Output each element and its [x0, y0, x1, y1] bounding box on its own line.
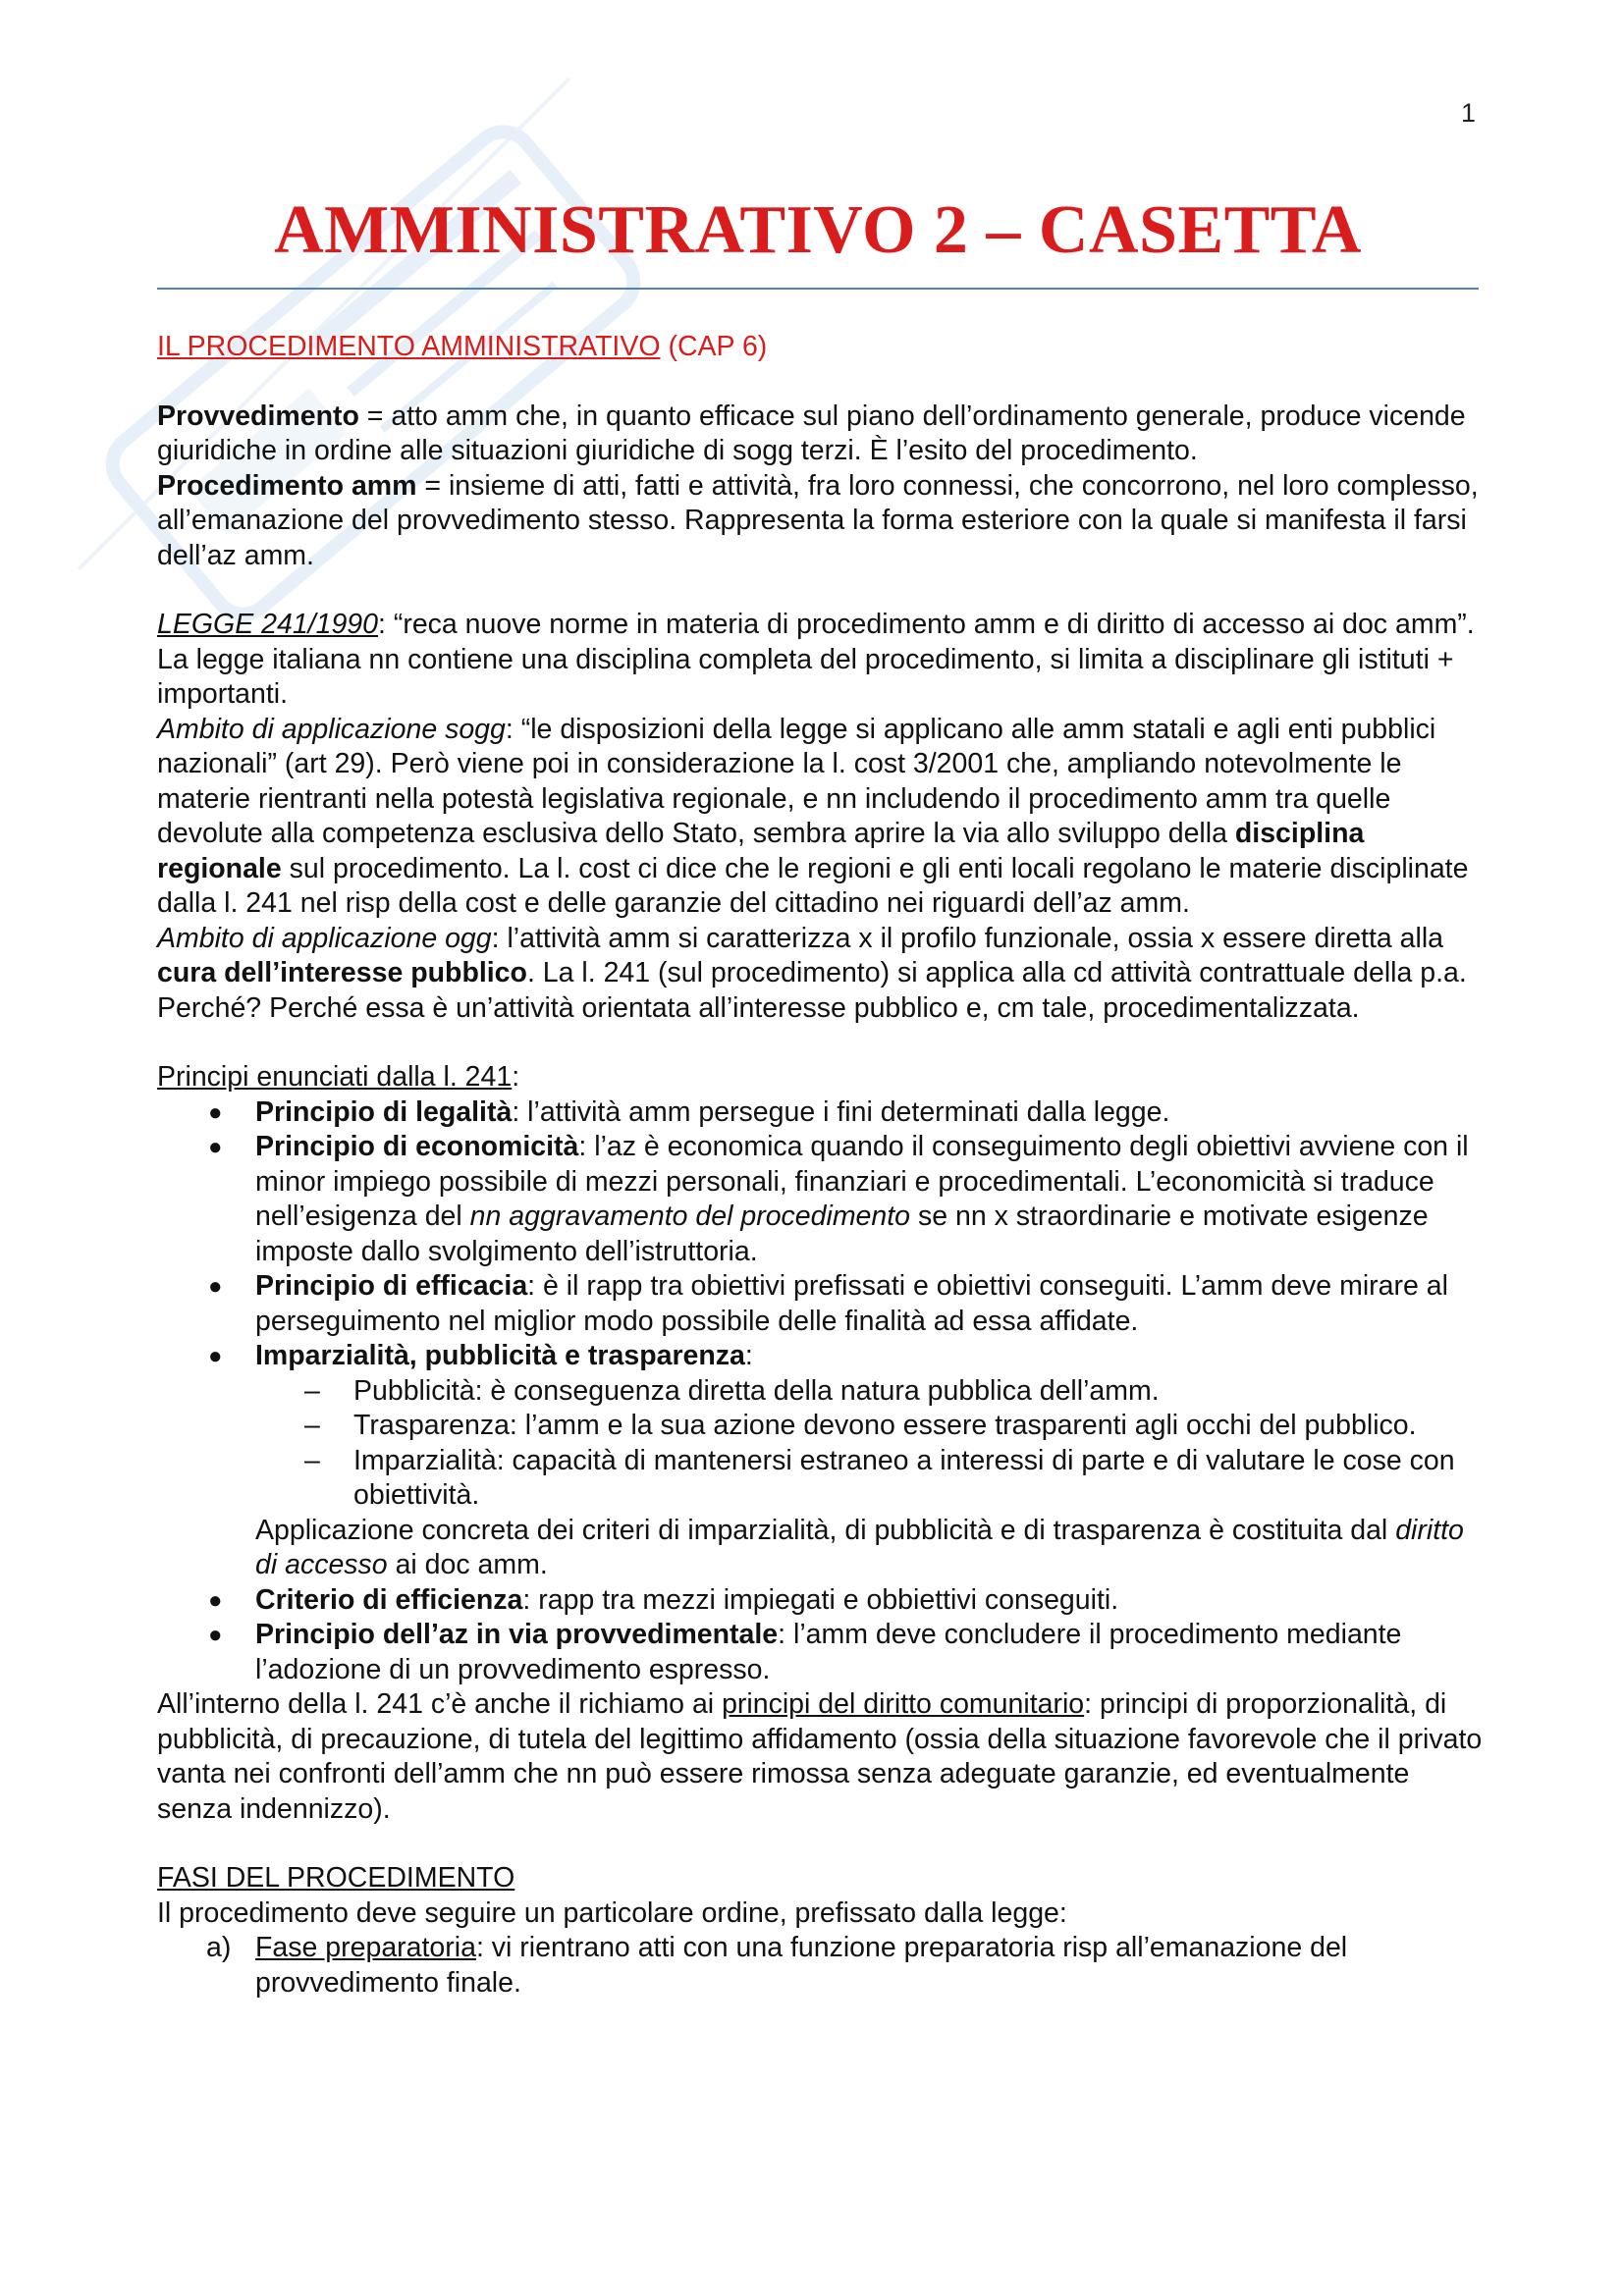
text-ambito-ogg-1: : l’attività amm si caratterizza x il profilo funzionale, ossia x essere diretta alla — [491, 922, 1444, 954]
section-heading-suffix: (CAP 6) — [660, 331, 768, 362]
text-procedimento: = insieme di atti, fatti e attività, fra loro connessi, che concorrono, nel loro complesso, all’emanazione del provvedimento stesso. Rappresenta la forma esteriore con la quale si manifesta il farsi dell’az amm. — [157, 469, 1479, 571]
label-ambito-ogg: Ambito di applicazione ogg — [157, 922, 492, 954]
principi-heading-text: Principi enunciati dalla l. 241 — [157, 1061, 513, 1093]
paragraph-ambito-sogg — [157, 713, 1483, 922]
term-interesse-pubblico: cura dell’interesse pubblico — [157, 957, 527, 988]
term-legalita: Principio di legalità — [255, 1095, 513, 1128]
imparzialita-sublist — [255, 1374, 1483, 1514]
list-item-fase-preparatoria — [157, 1931, 1483, 2001]
text-ambito-ogg-2: . La l. 241 (sul procedimento) si applica alla cd attività contrattuale della p.a. Perché? Perché essa è un’attività orientata all’interesse pubblico e, cm tale, procedimentalizzata. — [157, 957, 1467, 1024]
term-efficienza: Criterio di efficienza — [255, 1583, 523, 1616]
text-fase-preparatoria: : vi rientrano atti con una funzione preparatoria risp all’emanazione del provvedimento finale. — [255, 1932, 1348, 1999]
term-efficacia: Principio di efficacia — [255, 1270, 528, 1302]
bullet-icon: ● — [208, 1273, 223, 1300]
paragraph-procedimento — [157, 469, 1483, 574]
paragraph-legge — [157, 608, 1483, 713]
term-procedimento: Procedimento amm — [157, 469, 417, 502]
list-item-provvedimentale — [157, 1618, 1483, 1687]
sublist-item-imparzialita — [255, 1444, 1483, 1514]
fasi-intro: Il procedimento deve seguire un particolare ordine, prefissato dalla legge: — [157, 1896, 1067, 1929]
text-comunitario-1: All’interno della l. 241 c’è anche il richiamo ai — [157, 1688, 723, 1720]
principi-list — [157, 1095, 1483, 1514]
term-imparzialita: Imparzialità, pubblicità e trasparenza — [255, 1340, 745, 1371]
bullet-icon: ● — [208, 1622, 223, 1648]
dash-icon: – — [304, 1444, 320, 1476]
italic-aggravamento: nn aggravamento del procedimento — [469, 1201, 911, 1232]
term-fase-preparatoria: Fase preparatoria — [255, 1932, 476, 1963]
link-principi-comunitari: principi del diritto comunitario — [722, 1688, 1085, 1720]
list-item-efficienza — [157, 1583, 1483, 1619]
section-heading-link: IL PROCEDIMENTO AMMINISTRATIVO — [157, 331, 661, 362]
term-economicita: Principio di economicità — [255, 1131, 579, 1162]
phase-marker: a) — [206, 1932, 232, 1963]
list-item-economicita — [157, 1130, 1483, 1269]
principi-heading — [157, 1060, 1483, 1095]
text-accesso-1: Applicazione concreta dei criteri di imparzialità, di pubblicità e di trasparenza è costituita dal — [255, 1514, 1396, 1546]
text-pubblicita: Pubblicità: è conseguenza diretta della natura pubblica dell’amm. — [353, 1374, 1160, 1407]
text-imparzialita: : — [744, 1340, 753, 1371]
dash-icon: – — [304, 1410, 320, 1441]
text-trasparenza: Trasparenza: l’amm e la sua azione devono essere trasparenti agli occhi del pubblico. — [353, 1410, 1417, 1441]
dash-icon: – — [304, 1374, 320, 1407]
term-provvedimentale: Principio dell’az in via provvedimentale — [255, 1619, 779, 1650]
paragraph-diritto-accesso — [157, 1514, 1483, 1583]
term-disciplina-regionale: disciplina regionale — [157, 818, 1365, 884]
bullet-icon: ● — [208, 1134, 223, 1160]
law-reference: LEGGE 241/1990 — [157, 609, 378, 640]
list-item-legalita — [157, 1095, 1483, 1131]
text-legge: : “reca nuove norme in materia di procedimento amm e di diritto di accesso ai doc amm”. La legge italiana nn contiene una disciplina completa del procedimento, si limita a disciplinare gli istituti + importanti. — [157, 609, 1475, 710]
text-ambito-sogg-1: : “le disposizioni della legge si applicano alle amm statali e agli enti pubblici nazionali” (art 29). Però viene poi in considerazione la l. cost 3/2001 che, ampliando notevolmente le materie rientranti nella potestà legislativa regionale, e nn includendo il procedimento amm tra quelle devolute alla competenza esclusiva dello Stato, sembra aprire la via allo sviluppo della — [157, 713, 1436, 849]
text-economicita-1: : l’az è economica quando il conseguimento degli obiettivi avviene con il minor impiego possibile di mezzi personali, finanziari e procedimentali. L’economicità si traduce nell’esigenza del — [255, 1131, 1469, 1232]
text-provvedimento: = atto amm che, in quanto efficace sul piano dell’ordinamento generale, produce vicende giuridiche in ordine alle situazioni giuridiche di sogg terzi. È l’esito del procedimento. — [157, 400, 1466, 466]
list-item-imparzialita — [157, 1339, 1483, 1514]
text-accesso-2: ai doc amm. — [387, 1549, 548, 1580]
document-title: AMMINISTRATIVO 2 – CASETTA — [274, 192, 1362, 268]
text-provvedimentale: : l’amm deve concludere il procedimento mediante l’adozione di un provvedimento espresso. — [255, 1619, 1402, 1685]
label-ambito-sogg: Ambito di applicazione sogg — [157, 713, 506, 745]
page-number: 1 — [1460, 98, 1476, 128]
bullet-icon: ● — [208, 1586, 223, 1614]
fasi-list — [157, 1931, 1483, 2001]
paragraph-provvedimento — [157, 400, 1483, 469]
bullet-icon: ● — [208, 1343, 223, 1369]
principi-heading-colon: : — [512, 1061, 520, 1093]
paragraph-ambito-ogg — [157, 922, 1483, 1027]
text-ambito-sogg-2: sul procedimento. La l. cost ci dice che le regioni e gli enti locali regolano le materie disciplinate dalla l. 241 nel risp della cost e delle garanzie del cittadino nei riguardi dell’az amm. — [157, 852, 1469, 919]
fasi-heading: FASI DEL PROCEDIMENTO — [157, 1862, 515, 1894]
sublist-item-pubblicita — [255, 1374, 1483, 1410]
bullet-icon: ● — [208, 1098, 223, 1126]
text-economicita-2: se nn x straordinarie e motivate esigenze imposte dallo svolgimento dell’istruttoria. — [255, 1201, 1429, 1267]
text-efficacia: : è il rapp tra obiettivi prefissati e obiettivi conseguiti. L’amm deve mirare al perseguimento nel miglior modo possibile delle finalità ad essa affidate. — [255, 1270, 1448, 1337]
document-body — [157, 330, 1483, 2001]
title-divider — [157, 288, 1479, 290]
sublist-item-trasparenza — [255, 1409, 1483, 1444]
text-legalita: : l’attività amm persegue i fini determinati dalla legge. — [512, 1095, 1170, 1128]
principi-list-cont — [157, 1583, 1483, 1688]
term-provvedimento: Provvedimento — [157, 400, 359, 432]
section-heading-procedimento — [157, 330, 1483, 365]
text-imparzialita-def: Imparzialità: capacità di mantenersi estraneo a interessi di parte e di valutare le cose con obiettività. — [353, 1444, 1455, 1511]
italic-diritto-accesso: diritto di accesso — [255, 1514, 1464, 1580]
list-item-efficacia — [157, 1269, 1483, 1339]
text-comunitario-2: : principi di proporzionalità, di pubblicità, di precauzione, di tutela del legittimo affidamento (ossia della situazione favorevole che il privato vanta nei confronti dell’amm che nn può essere rimossa senza adeguate garanzie, ed eventualmente senza indennizzo). — [157, 1688, 1483, 1825]
text-efficienza: : rapp tra mezzi impiegati e obbiettivi conseguiti. — [522, 1583, 1119, 1616]
paragraph-diritto-comunitario — [157, 1687, 1483, 1827]
